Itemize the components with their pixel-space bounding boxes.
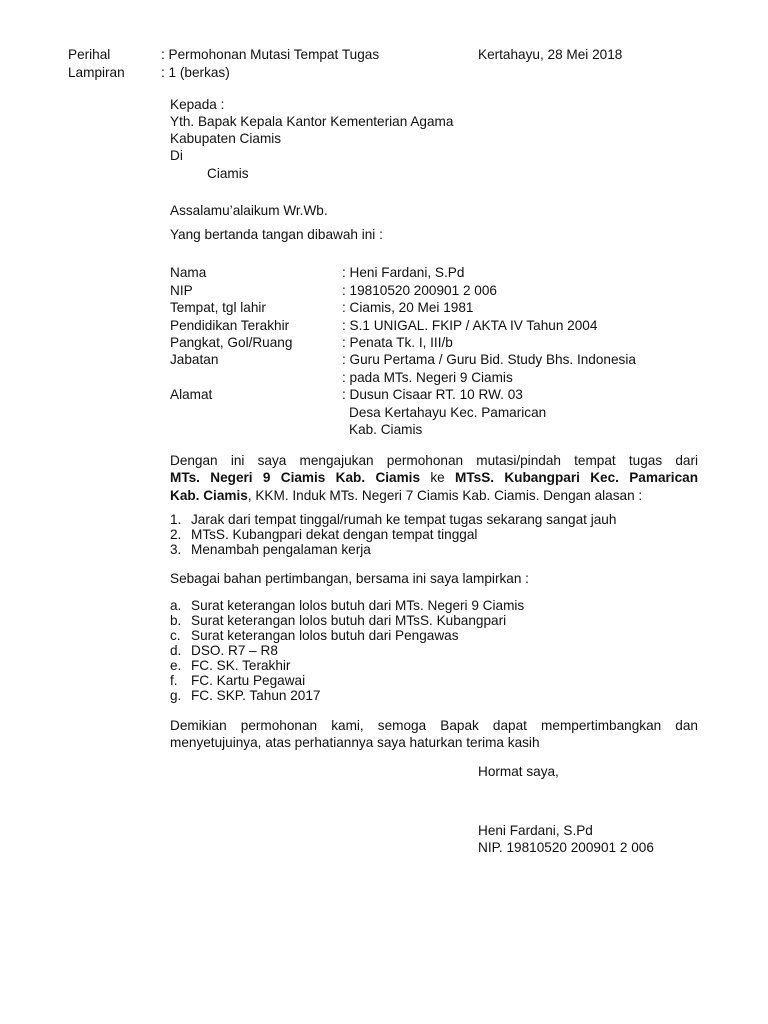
list-text: MTsS. Kubangpari dekat dengan tempat tinggal	[191, 527, 478, 542]
list-marker: g.	[170, 688, 182, 703]
from-school: MTs. Negeri 9 Ciamis Kab. Ciamis	[170, 470, 421, 486]
signer-nip: NIP. 19810520 200901 2 006	[478, 840, 654, 855]
identity-value: : Heni Fardani, S.Pd	[342, 265, 465, 280]
identity-label: Nama	[170, 265, 207, 280]
intro-text: Yang bertanda tangan dibawah ini :	[170, 227, 383, 242]
closing-line2: menyetujuinya, atas perhatiannya saya haturkan terima kasih	[170, 735, 540, 751]
address-line3: Kab. Ciamis	[349, 422, 423, 437]
salutation: Hormat saya,	[478, 764, 559, 779]
perihal-value: : Permohonan Mutasi Tempat Tugas	[161, 47, 380, 62]
list-text: Jarak dari tempat tinggal/rumah ke tempat tugas sekarang sangat jauh	[191, 512, 617, 527]
identity-value: : Guru Pertama / Guru Bid. Study Bhs. Indonesia	[342, 352, 636, 367]
list-marker: e.	[170, 658, 182, 673]
identity-value: : Ciamis, 20 Mei 1981	[342, 300, 474, 315]
signer-name: Heni Fardani, S.Pd	[478, 823, 593, 838]
perihal-label: Perihal	[68, 47, 111, 62]
address-line1: : Dusun Cisaar RT. 10 RW. 03	[342, 387, 523, 402]
list-marker: a.	[170, 598, 182, 613]
identity-label: Jabatan	[170, 352, 219, 367]
identity-label: Pangkat, Gol/Ruang	[170, 335, 293, 350]
kepada: Kepada :	[170, 97, 225, 112]
address-label: Alamat	[170, 387, 213, 402]
closing-line1: Demikian permohonan kami, semoga Bapak dapat mempertimbangkan dan	[170, 718, 698, 733]
identity-label: Tempat, tgl lahir	[170, 300, 266, 315]
list-marker: 2.	[170, 527, 182, 542]
list-text: FC. SKP. Tahun 2017	[191, 688, 321, 703]
request-line3	[170, 487, 698, 504]
list-text: FC. Kartu Pegawai	[191, 673, 306, 688]
recipient-di: Di	[170, 148, 183, 163]
identity-value: : S.1 UNIGAL. FKIP / AKTA IV Tahun 2004	[342, 318, 598, 333]
list-marker: 3.	[170, 542, 182, 557]
to-school: MTsS. Kubangpari Kec. Pamarican	[455, 470, 699, 486]
list-text: Menambah pengalaman kerja	[191, 542, 371, 557]
place-date: Kertahayu, 28 Mei 2018	[478, 47, 623, 62]
recipient-city: Ciamis	[207, 166, 249, 181]
list-text: Surat keterangan lolos butuh dari MTs. Negeri 9 Ciamis	[191, 598, 525, 613]
identity-value: : pada MTs. Negeri 9 Ciamis	[342, 370, 513, 385]
lampiran-value: : 1 (berkas)	[161, 65, 230, 80]
request-line2	[170, 469, 698, 486]
address-line2: Desa Kertahayu Kec. Pamarican	[349, 405, 547, 420]
identity-label: NIP	[170, 283, 193, 298]
list-text: FC. SK. Terakhir	[191, 658, 291, 673]
identity-label: Pendidikan Terakhir	[170, 318, 290, 333]
list-marker: 1.	[170, 512, 182, 527]
to-school-kab: Kab. Ciamis	[170, 487, 248, 503]
list-text: DSO. R7 – R8	[191, 643, 278, 658]
list-text: Surat keterangan lolos butuh dari Pengawas	[191, 628, 459, 643]
attachments-intro: Sebagai bahan pertimbangan, bersama ini saya lampirkan :	[170, 571, 529, 586]
list-marker: d.	[170, 643, 182, 658]
closing-paragraph	[170, 717, 698, 752]
list-marker: f.	[170, 673, 178, 688]
lampiran-label: Lampiran	[68, 65, 125, 80]
identity-value: : Penata Tk. I, III/b	[342, 335, 453, 350]
greeting: Assalamu’alaikum Wr.Wb.	[170, 203, 328, 218]
list-marker: b.	[170, 613, 182, 628]
ke-word: ke	[420, 470, 456, 486]
list-text: Surat keterangan lolos butuh dari MTsS. Kubangpari	[191, 613, 507, 628]
request-rest: , KKM. Induk MTs. Negeri 7 Ciamis Kab. Ciamis. Dengan alasan :	[247, 487, 643, 503]
request-line1: Dengan ini saya mengajukan permohonan mutasi/pindah tempat tugas dari	[170, 453, 698, 468]
list-marker: c.	[170, 628, 181, 643]
identity-value: : 19810520 200901 2 006	[342, 283, 497, 298]
recipient-line1: Yth. Bapak Kepala Kantor Kementerian Agama	[170, 114, 454, 129]
recipient-line2: Kabupaten Ciamis	[170, 131, 282, 146]
request-paragraph	[170, 452, 698, 504]
